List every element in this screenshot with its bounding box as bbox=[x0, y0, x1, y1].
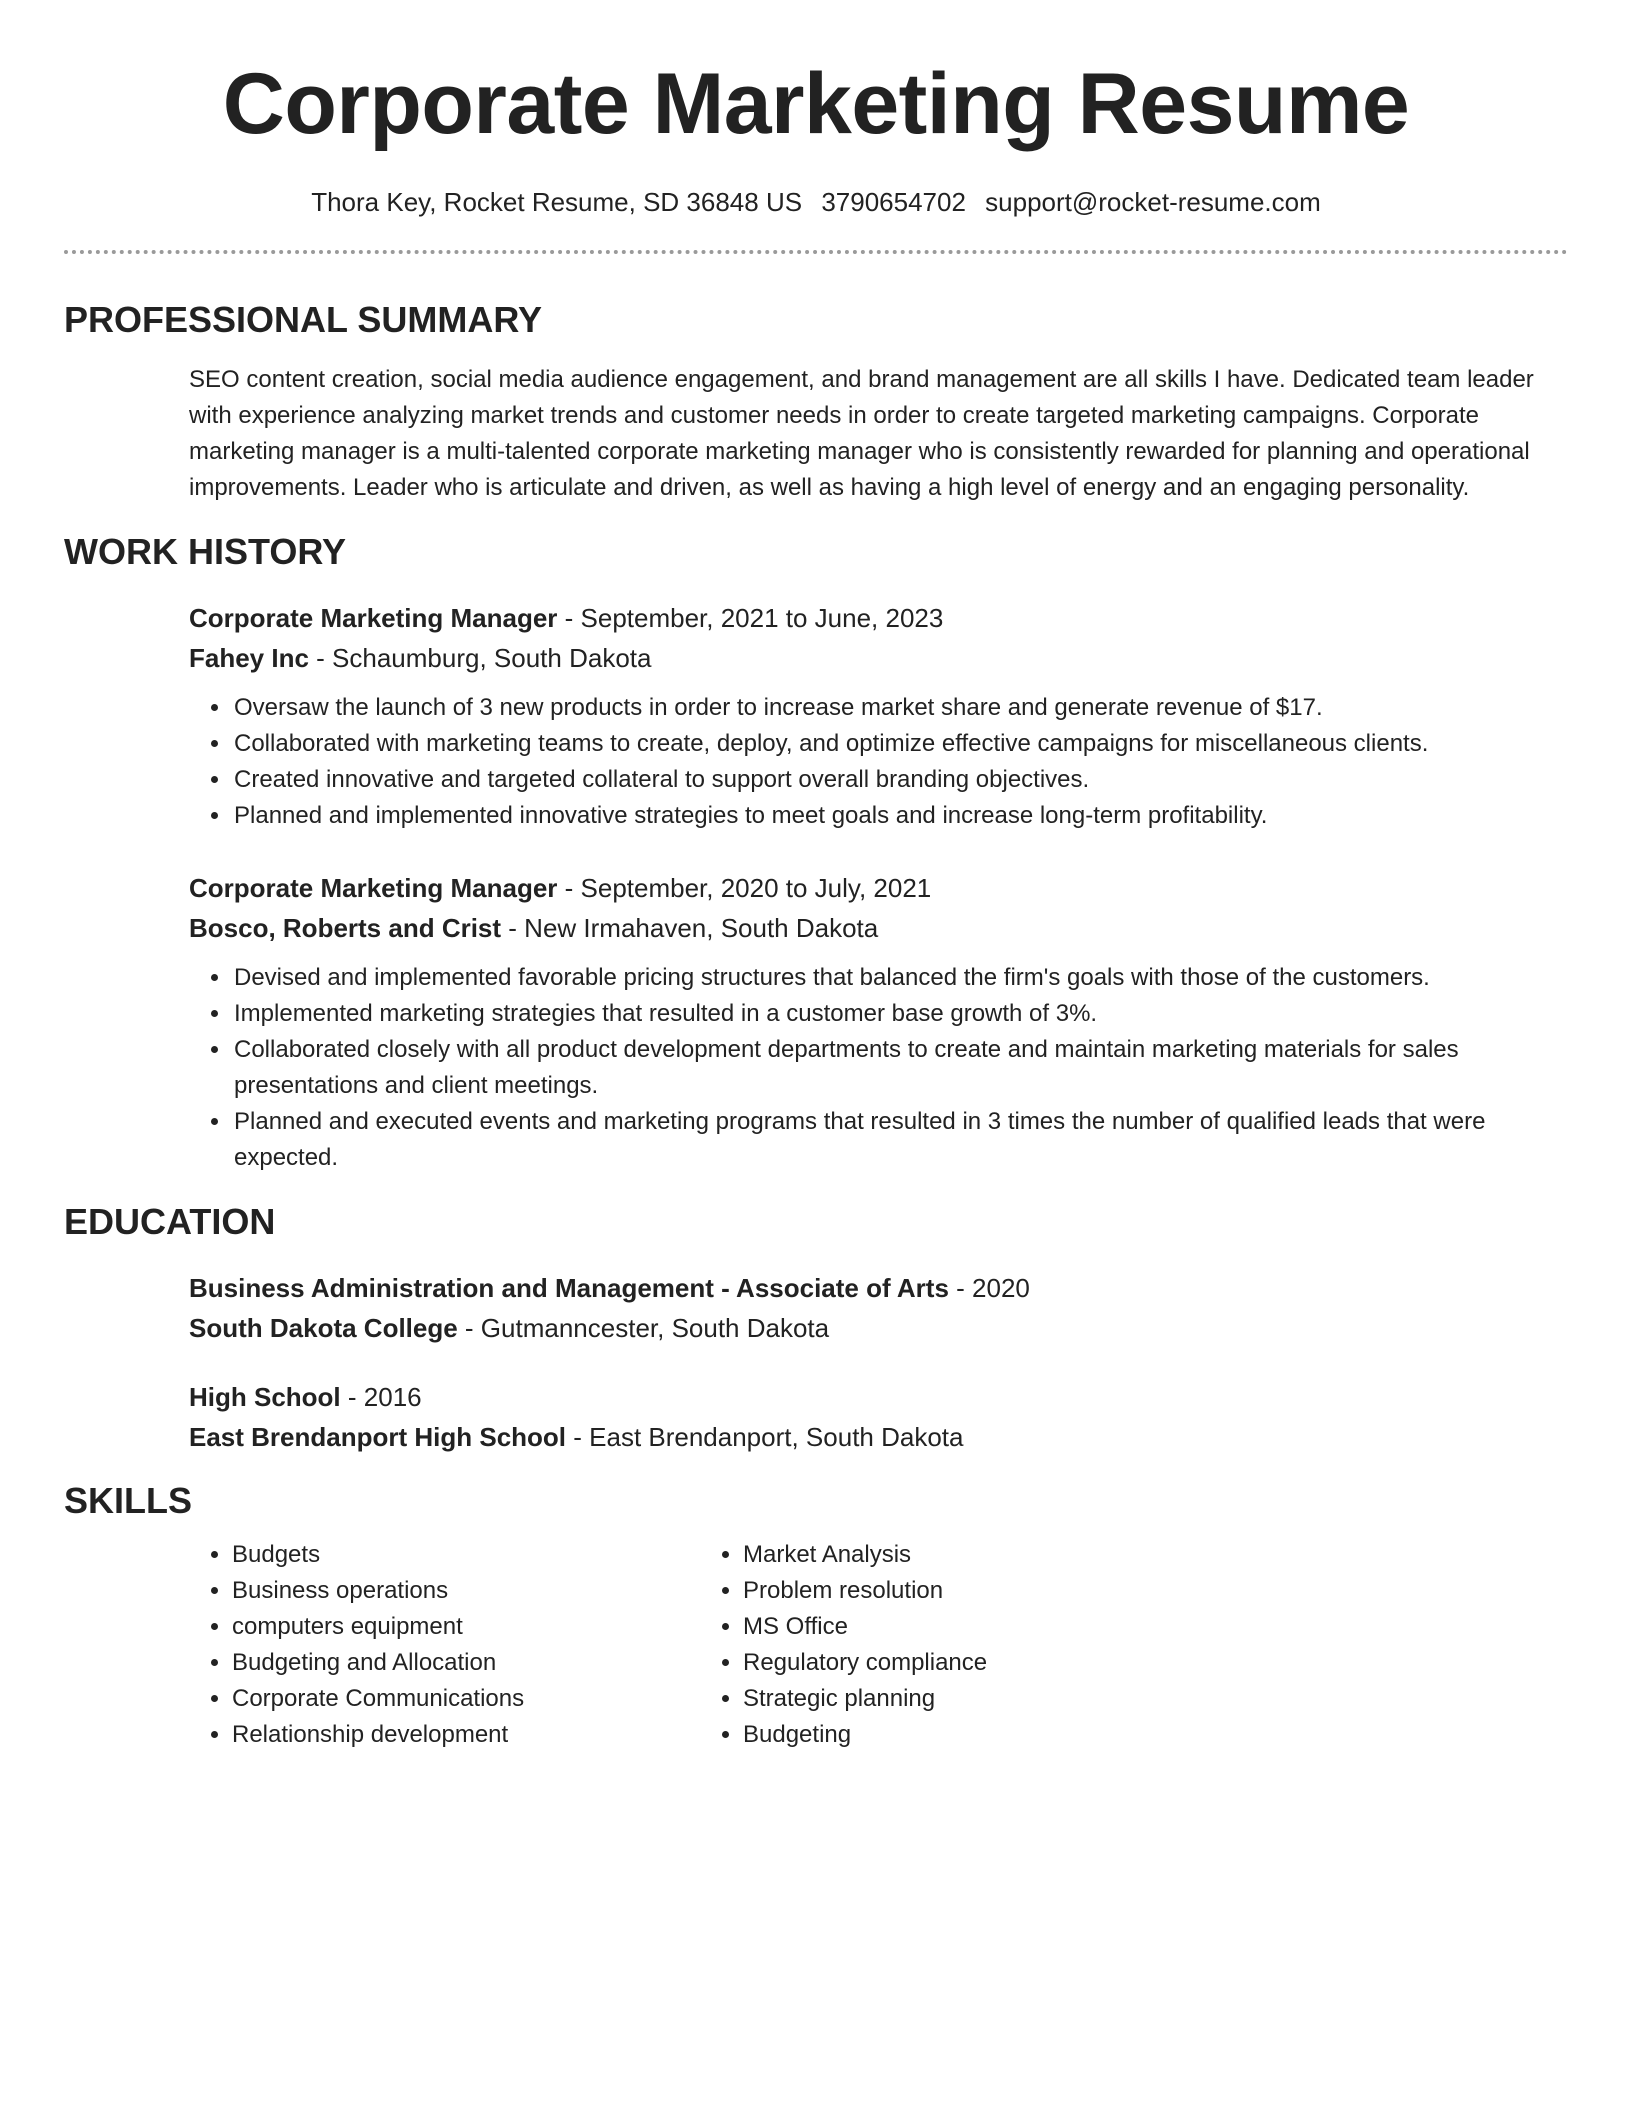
job-bullet: • Created innovative and targeted collateral to support overall branding objectives. bbox=[232, 762, 1568, 798]
education-school: South Dakota College bbox=[189, 1313, 458, 1343]
job-bullet: • Collaborated closely with all product development departments to create and maintain marketing materials for sales presentations and client meetings. bbox=[232, 1032, 1568, 1104]
skill-item: • Budgeting and Allocation bbox=[232, 1645, 744, 1681]
job-title: Corporate Marketing Manager bbox=[189, 873, 558, 903]
skill-item: • Budgets bbox=[232, 1537, 744, 1573]
job-company: Bosco, Roberts and Crist bbox=[189, 913, 502, 943]
summary-heading: PROFESSIONAL SUMMARY bbox=[64, 299, 543, 340]
education-degree: High School bbox=[189, 1382, 341, 1412]
job-bullet: • Planned and executed events and marketing programs that resulted in 3 times the number of qualified leads that were expected. bbox=[232, 1104, 1568, 1176]
job-company-line bbox=[189, 908, 1568, 948]
contact-address: Thora Key, Rocket Resume, SD 36848 US bbox=[311, 187, 803, 217]
skill-item: • MS Office bbox=[743, 1609, 1343, 1645]
skills-heading: SKILLS bbox=[64, 1480, 193, 1521]
skill-item: • computers equipment bbox=[232, 1609, 744, 1645]
job-title-line bbox=[189, 868, 1568, 908]
education-degree-line bbox=[189, 1377, 1568, 1417]
education-location: - East Brendanport, South Dakota bbox=[566, 1422, 964, 1452]
education-location: - Gutmanncester, South Dakota bbox=[457, 1313, 830, 1343]
skill-item: • Budgeting bbox=[743, 1717, 1343, 1753]
education-entry bbox=[189, 1377, 1568, 1457]
skill-item: • Regulatory compliance bbox=[743, 1645, 1343, 1681]
skill-item: • Corporate Communications bbox=[232, 1681, 744, 1717]
job-bullet: • Devised and implemented favorable pricing structures that balanced the firm's goals with those of the customers. bbox=[232, 960, 1568, 996]
education-school: East Brendanport High School bbox=[189, 1422, 567, 1452]
skill-item: • Strategic planning bbox=[743, 1681, 1343, 1717]
summary-text: SEO content creation, social media audience engagement, and brand management are all skills I have. Dedicated team leader with experience analyzing market trends and customer needs in order to create targeted marketing campaigns. Corporate marketing manager is a multi-talented corporate marketing manager who is consistently rewarded for planning and operational improvements. Leader who is articulate and driven, as well as having a high level of energy and an engaging personality. bbox=[189, 366, 1534, 501]
job-dates: - September, 2021 to June, 2023 bbox=[557, 603, 944, 633]
job-bullet: • Planned and implemented innovative strategies to meet goals and increase long-term profitability. bbox=[232, 798, 1568, 834]
job-bullet: • Oversaw the launch of 3 new products in order to increase market share and generate revenue of $17. bbox=[232, 690, 1568, 726]
education-entry bbox=[189, 1268, 1568, 1348]
job-entry bbox=[189, 598, 1568, 678]
job-location: - Schaumburg, South Dakota bbox=[308, 643, 652, 673]
job-bullets bbox=[64, 960, 1568, 1176]
job-title-line bbox=[189, 598, 1568, 638]
skills-list bbox=[64, 1537, 1568, 1753]
education-school-line bbox=[189, 1417, 1568, 1457]
header-divider bbox=[64, 250, 1568, 254]
skill-item: • Market Analysis bbox=[743, 1537, 1343, 1573]
contact-email: support@rocket-resume.com bbox=[985, 187, 1321, 217]
resume-title: Corporate Marketing Resume bbox=[222, 56, 1410, 152]
education-school-line bbox=[189, 1308, 1568, 1348]
education-year: - 2020 bbox=[948, 1273, 1030, 1303]
education-year: - 2016 bbox=[340, 1382, 422, 1412]
job-title: Corporate Marketing Manager bbox=[189, 603, 558, 633]
skill-item: • Problem resolution bbox=[743, 1573, 1343, 1609]
contact-phone: 3790654702 bbox=[821, 187, 966, 217]
skill-item: • Relationship development bbox=[232, 1717, 744, 1753]
job-bullets bbox=[64, 690, 1568, 834]
job-bullet: • Collaborated with marketing teams to create, deploy, and optimize effective campaigns for miscellaneous clients. bbox=[232, 726, 1568, 762]
skill-item: • Business operations bbox=[232, 1573, 744, 1609]
job-company-line bbox=[189, 638, 1568, 678]
education-degree-line bbox=[189, 1268, 1568, 1308]
contact-line bbox=[64, 184, 1568, 220]
job-entry bbox=[189, 868, 1568, 948]
work-heading: WORK HISTORY bbox=[64, 531, 347, 572]
job-bullet: • Implemented marketing strategies that resulted in a customer base growth of 3%. bbox=[232, 996, 1568, 1032]
job-company: Fahey Inc bbox=[189, 643, 309, 673]
education-heading: EDUCATION bbox=[64, 1201, 276, 1242]
resume-page bbox=[64, 0, 1568, 1753]
job-dates: - September, 2020 to July, 2021 bbox=[557, 873, 932, 903]
job-location: - New Irmahaven, South Dakota bbox=[501, 913, 879, 943]
education-degree: Business Administration and Management - Associate of Arts bbox=[189, 1273, 949, 1303]
skills-column bbox=[575, 1537, 1343, 1753]
